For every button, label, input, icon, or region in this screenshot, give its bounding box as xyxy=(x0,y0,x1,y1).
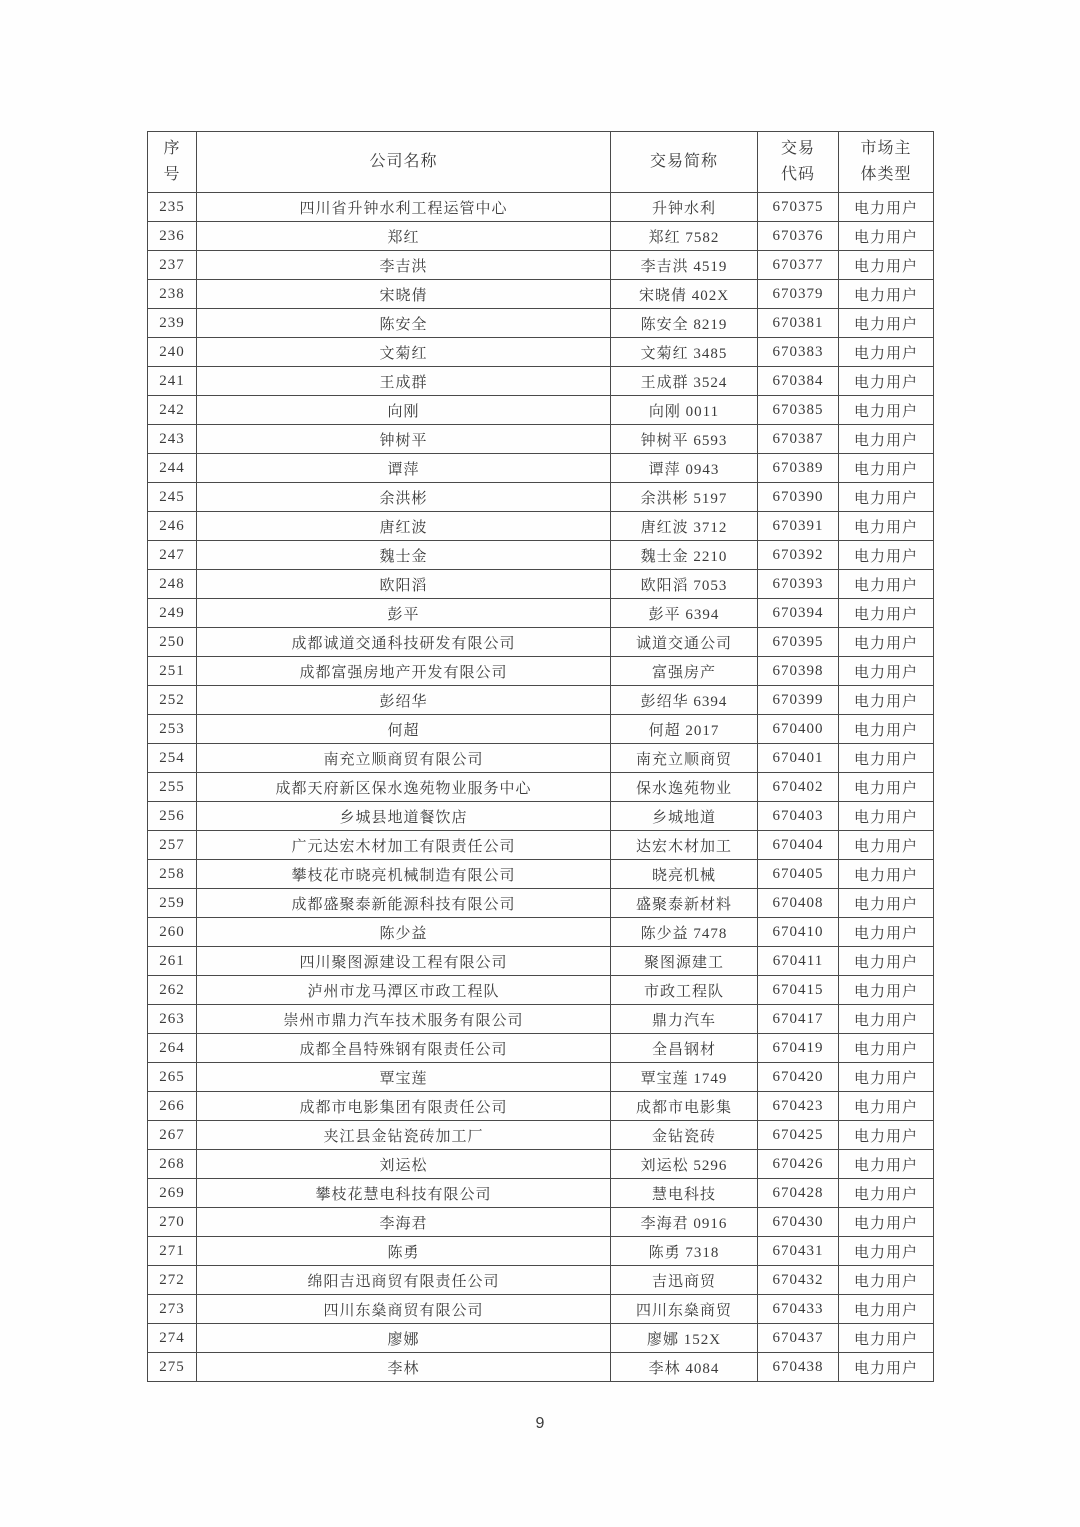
serial-number-cell: 257 xyxy=(148,831,197,860)
company-name-cell: 何超 xyxy=(197,715,611,744)
column-header xyxy=(758,132,839,193)
company-name-cell: 成都诚道交通科技研发有限公司 xyxy=(197,628,611,657)
table-row xyxy=(148,338,934,367)
serial-number-cell: 266 xyxy=(148,1092,197,1121)
trade-code-cell: 670384 xyxy=(758,367,839,396)
trade-code-cell: 670403 xyxy=(758,802,839,831)
table-header xyxy=(148,132,934,193)
serial-number-cell: 247 xyxy=(148,541,197,570)
trade-code-cell: 670399 xyxy=(758,686,839,715)
table-row xyxy=(148,1353,934,1382)
column-header-line: 号 xyxy=(163,166,181,183)
entity-type-cell: 电力用户 xyxy=(839,280,934,309)
trade-code-cell: 670385 xyxy=(758,396,839,425)
trade-code-cell: 670415 xyxy=(758,976,839,1005)
column-header-line: 公司名称 xyxy=(369,153,438,170)
company-name-cell: 成都盛聚泰新能源科技有限公司 xyxy=(197,889,611,918)
entity-type-cell: 电力用户 xyxy=(839,1179,934,1208)
trade-abbr-cell: 李林 4084 xyxy=(611,1353,758,1382)
trade-abbr-cell: 陈安全 8219 xyxy=(611,309,758,338)
company-name-cell: 四川省升钟水利工程运管中心 xyxy=(197,193,611,222)
serial-number-cell: 263 xyxy=(148,1005,197,1034)
entity-type-cell: 电力用户 xyxy=(839,193,934,222)
trade-code-cell: 670408 xyxy=(758,889,839,918)
trade-abbr-cell: 何超 2017 xyxy=(611,715,758,744)
table-row xyxy=(148,744,934,773)
table-row xyxy=(148,367,934,396)
market-entities-table xyxy=(147,131,934,1382)
entity-type-cell: 电力用户 xyxy=(839,1237,934,1266)
table-row xyxy=(148,309,934,338)
trade-abbr-cell: 晓亮机械 xyxy=(611,860,758,889)
company-name-cell: 夹江县金钻瓷砖加工厂 xyxy=(197,1121,611,1150)
column-header-line: 代码 xyxy=(780,166,815,183)
serial-number-cell: 253 xyxy=(148,715,197,744)
table-row xyxy=(148,1266,934,1295)
trade-abbr-cell: 达宏木材加工 xyxy=(611,831,758,860)
trade-code-cell: 670381 xyxy=(758,309,839,338)
trade-code-cell: 670377 xyxy=(758,251,839,280)
trade-code-cell: 670405 xyxy=(758,860,839,889)
company-name-cell: 成都天府新区保水逸苑物业服务中心 xyxy=(197,773,611,802)
company-name-cell: 李林 xyxy=(197,1353,611,1382)
entity-type-cell: 电力用户 xyxy=(839,483,934,512)
trade-abbr-cell: 文菊红 3485 xyxy=(611,338,758,367)
serial-number-cell: 272 xyxy=(148,1266,197,1295)
trade-abbr-cell: 彭平 6394 xyxy=(611,599,758,628)
trade-code-cell: 670401 xyxy=(758,744,839,773)
serial-number-cell: 254 xyxy=(148,744,197,773)
trade-code-cell: 670375 xyxy=(758,193,839,222)
table-row xyxy=(148,773,934,802)
entity-type-cell: 电力用户 xyxy=(839,1034,934,1063)
company-name-cell: 攀枝花市晓亮机械制造有限公司 xyxy=(197,860,611,889)
serial-number-cell: 267 xyxy=(148,1121,197,1150)
column-header-line: 交易简称 xyxy=(649,153,718,170)
trade-code-cell: 670392 xyxy=(758,541,839,570)
entity-type-cell: 电力用户 xyxy=(839,1266,934,1295)
serial-number-cell: 237 xyxy=(148,251,197,280)
entity-type-cell: 电力用户 xyxy=(839,657,934,686)
trade-abbr-cell: 聚图源建工 xyxy=(611,947,758,976)
company-name-cell: 李吉洪 xyxy=(197,251,611,280)
column-header-line: 交易 xyxy=(780,140,815,157)
entity-type-cell: 电力用户 xyxy=(839,1295,934,1324)
trade-abbr-cell: 诚道交通公司 xyxy=(611,628,758,657)
trade-abbr-cell: 盛聚泰新材料 xyxy=(611,889,758,918)
trade-code-cell: 670383 xyxy=(758,338,839,367)
serial-number-cell: 250 xyxy=(148,628,197,657)
serial-number-cell: 244 xyxy=(148,454,197,483)
trade-abbr-cell: 升钟水利 xyxy=(611,193,758,222)
trade-abbr-cell: 钟树平 6593 xyxy=(611,425,758,454)
serial-number-cell: 274 xyxy=(148,1324,197,1353)
table-row xyxy=(148,1063,934,1092)
serial-number-cell: 251 xyxy=(148,657,197,686)
table-row xyxy=(148,193,934,222)
entity-type-cell: 电力用户 xyxy=(839,889,934,918)
column-header-line: 市场主 xyxy=(860,140,912,157)
table-row xyxy=(148,251,934,280)
trade-abbr-cell: 谭萍 0943 xyxy=(611,454,758,483)
trade-code-cell: 670417 xyxy=(758,1005,839,1034)
serial-number-cell: 265 xyxy=(148,1063,197,1092)
company-name-cell: 崇州市鼎力汽车技术服务有限公司 xyxy=(197,1005,611,1034)
entity-type-cell: 电力用户 xyxy=(839,802,934,831)
serial-number-cell: 242 xyxy=(148,396,197,425)
entity-type-cell: 电力用户 xyxy=(839,1208,934,1237)
trade-abbr-cell: 唐红波 3712 xyxy=(611,512,758,541)
serial-number-cell: 239 xyxy=(148,309,197,338)
column-header xyxy=(839,132,934,193)
table-row xyxy=(148,483,934,512)
trade-abbr-cell: 四川东燊商贸 xyxy=(611,1295,758,1324)
serial-number-cell: 249 xyxy=(148,599,197,628)
entity-type-cell: 电力用户 xyxy=(839,1324,934,1353)
trade-code-cell: 670437 xyxy=(758,1324,839,1353)
trade-code-cell: 670411 xyxy=(758,947,839,976)
trade-code-cell: 670393 xyxy=(758,570,839,599)
column-header xyxy=(611,132,758,193)
company-name-cell: 成都富强房地产开发有限公司 xyxy=(197,657,611,686)
serial-number-cell: 261 xyxy=(148,947,197,976)
trade-abbr-cell: 金钻瓷砖 xyxy=(611,1121,758,1150)
trade-abbr-cell: 刘运松 5296 xyxy=(611,1150,758,1179)
company-name-cell: 彭绍华 xyxy=(197,686,611,715)
company-name-cell: 陈勇 xyxy=(197,1237,611,1266)
table-row xyxy=(148,831,934,860)
trade-code-cell: 670390 xyxy=(758,483,839,512)
trade-abbr-cell: 魏士金 2210 xyxy=(611,541,758,570)
table-row xyxy=(148,686,934,715)
table-row xyxy=(148,1150,934,1179)
entity-type-cell: 电力用户 xyxy=(839,628,934,657)
serial-number-cell: 243 xyxy=(148,425,197,454)
serial-number-cell: 236 xyxy=(148,222,197,251)
table-row xyxy=(148,1092,934,1121)
trade-code-cell: 670438 xyxy=(758,1353,839,1382)
trade-abbr-cell: 余洪彬 5197 xyxy=(611,483,758,512)
serial-number-cell: 238 xyxy=(148,280,197,309)
trade-code-cell: 670433 xyxy=(758,1295,839,1324)
company-name-cell: 彭平 xyxy=(197,599,611,628)
trade-abbr-cell: 王成群 3524 xyxy=(611,367,758,396)
company-name-cell: 刘运松 xyxy=(197,1150,611,1179)
serial-number-cell: 252 xyxy=(148,686,197,715)
company-name-cell: 谭萍 xyxy=(197,454,611,483)
entity-type-cell: 电力用户 xyxy=(839,1005,934,1034)
trade-code-cell: 670426 xyxy=(758,1150,839,1179)
company-name-cell: 向刚 xyxy=(197,396,611,425)
trade-code-cell: 670402 xyxy=(758,773,839,802)
trade-code-cell: 670410 xyxy=(758,918,839,947)
table-row xyxy=(148,454,934,483)
trade-code-cell: 670391 xyxy=(758,512,839,541)
company-name-cell: 钟树平 xyxy=(197,425,611,454)
company-name-cell: 成都全昌特殊钢有限责任公司 xyxy=(197,1034,611,1063)
trade-code-cell: 670395 xyxy=(758,628,839,657)
table-row xyxy=(148,1005,934,1034)
trade-abbr-cell: 陈少益 7478 xyxy=(611,918,758,947)
company-name-cell: 陈安全 xyxy=(197,309,611,338)
entity-type-cell: 电力用户 xyxy=(839,1121,934,1150)
trade-code-cell: 670419 xyxy=(758,1034,839,1063)
table-row xyxy=(148,860,934,889)
company-name-cell: 覃宝莲 xyxy=(197,1063,611,1092)
company-name-cell: 廖娜 xyxy=(197,1324,611,1353)
table-row xyxy=(148,715,934,744)
serial-number-cell: 269 xyxy=(148,1179,197,1208)
trade-abbr-cell: 富强房产 xyxy=(611,657,758,686)
table-row xyxy=(148,802,934,831)
serial-number-cell: 275 xyxy=(148,1353,197,1382)
trade-code-cell: 670387 xyxy=(758,425,839,454)
entity-type-cell: 电力用户 xyxy=(839,222,934,251)
company-name-cell: 广元达宏木材加工有限责任公司 xyxy=(197,831,611,860)
company-name-cell: 四川聚图源建设工程有限公司 xyxy=(197,947,611,976)
trade-abbr-cell: 吉迅商贸 xyxy=(611,1266,758,1295)
entity-type-cell: 电力用户 xyxy=(839,454,934,483)
serial-number-cell: 256 xyxy=(148,802,197,831)
entity-type-cell: 电力用户 xyxy=(839,367,934,396)
table-row xyxy=(148,1324,934,1353)
company-name-cell: 绵阳吉迅商贸有限责任公司 xyxy=(197,1266,611,1295)
serial-number-cell: 240 xyxy=(148,338,197,367)
table-row xyxy=(148,976,934,1005)
company-name-cell: 余洪彬 xyxy=(197,483,611,512)
company-name-cell: 南充立顺商贸有限公司 xyxy=(197,744,611,773)
entity-type-cell: 电力用户 xyxy=(839,831,934,860)
company-name-cell: 李海君 xyxy=(197,1208,611,1237)
entity-type-cell: 电力用户 xyxy=(839,1150,934,1179)
serial-number-cell: 235 xyxy=(148,193,197,222)
table-row xyxy=(148,222,934,251)
serial-number-cell: 270 xyxy=(148,1208,197,1237)
table-row xyxy=(148,280,934,309)
table-row xyxy=(148,425,934,454)
table-row xyxy=(148,918,934,947)
serial-number-cell: 255 xyxy=(148,773,197,802)
serial-number-cell: 248 xyxy=(148,570,197,599)
column-header xyxy=(148,132,197,193)
trade-code-cell: 670379 xyxy=(758,280,839,309)
trade-abbr-cell: 全昌钢材 xyxy=(611,1034,758,1063)
trade-code-cell: 670404 xyxy=(758,831,839,860)
entity-type-cell: 电力用户 xyxy=(839,976,934,1005)
trade-code-cell: 670400 xyxy=(758,715,839,744)
trade-abbr-cell: 欧阳滔 7053 xyxy=(611,570,758,599)
page-number: 9 xyxy=(535,1415,545,1432)
trade-abbr-cell: 郑红 7582 xyxy=(611,222,758,251)
entity-type-cell: 电力用户 xyxy=(839,744,934,773)
serial-number-cell: 271 xyxy=(148,1237,197,1266)
table-header-row xyxy=(148,132,934,193)
trade-abbr-cell: 市政工程队 xyxy=(611,976,758,1005)
table-row xyxy=(148,1034,934,1063)
table-row xyxy=(148,570,934,599)
trade-abbr-cell: 宋晓倩 402X xyxy=(611,280,758,309)
trade-code-cell: 670394 xyxy=(758,599,839,628)
company-name-cell: 陈少益 xyxy=(197,918,611,947)
serial-number-cell: 268 xyxy=(148,1150,197,1179)
company-name-cell: 四川东燊商贸有限公司 xyxy=(197,1295,611,1324)
table-row xyxy=(148,1179,934,1208)
table-row xyxy=(148,512,934,541)
serial-number-cell: 245 xyxy=(148,483,197,512)
entity-type-cell: 电力用户 xyxy=(839,715,934,744)
entity-type-cell: 电力用户 xyxy=(839,860,934,889)
entity-type-cell: 电力用户 xyxy=(839,338,934,367)
company-name-cell: 魏士金 xyxy=(197,541,611,570)
trade-abbr-cell: 覃宝莲 1749 xyxy=(611,1063,758,1092)
table-row xyxy=(148,1208,934,1237)
trade-abbr-cell: 鼎力汽车 xyxy=(611,1005,758,1034)
table-row xyxy=(148,1295,934,1324)
trade-code-cell: 670431 xyxy=(758,1237,839,1266)
company-name-cell: 宋晓倩 xyxy=(197,280,611,309)
trade-code-cell: 670398 xyxy=(758,657,839,686)
table-body xyxy=(148,193,934,1382)
trade-abbr-cell: 李海君 0916 xyxy=(611,1208,758,1237)
table-row xyxy=(148,947,934,976)
serial-number-cell: 246 xyxy=(148,512,197,541)
entity-type-cell: 电力用户 xyxy=(839,1092,934,1121)
table-row xyxy=(148,657,934,686)
trade-abbr-cell: 慧电科技 xyxy=(611,1179,758,1208)
serial-number-cell: 273 xyxy=(148,1295,197,1324)
table-row xyxy=(148,889,934,918)
trade-abbr-cell: 南充立顺商贸 xyxy=(611,744,758,773)
serial-number-cell: 264 xyxy=(148,1034,197,1063)
trade-code-cell: 670423 xyxy=(758,1092,839,1121)
serial-number-cell: 258 xyxy=(148,860,197,889)
entity-type-cell: 电力用户 xyxy=(839,599,934,628)
company-name-cell: 泸州市龙马潭区市政工程队 xyxy=(197,976,611,1005)
table-row xyxy=(148,1121,934,1150)
trade-code-cell: 670430 xyxy=(758,1208,839,1237)
company-name-cell: 乡城县地道餐饮店 xyxy=(197,802,611,831)
entity-type-cell: 电力用户 xyxy=(839,251,934,280)
column-header-line: 体类型 xyxy=(860,166,912,183)
company-name-cell: 成都市电影集团有限责任公司 xyxy=(197,1092,611,1121)
trade-abbr-cell: 廖娜 152X xyxy=(611,1324,758,1353)
table-row xyxy=(148,541,934,570)
entity-type-cell: 电力用户 xyxy=(839,309,934,338)
table-row xyxy=(148,599,934,628)
table-row xyxy=(148,396,934,425)
entity-type-cell: 电力用户 xyxy=(839,1063,934,1092)
serial-number-cell: 259 xyxy=(148,889,197,918)
trade-abbr-cell: 彭绍华 6394 xyxy=(611,686,758,715)
company-name-cell: 文菊红 xyxy=(197,338,611,367)
trade-abbr-cell: 乡城地道 xyxy=(611,802,758,831)
entity-type-cell: 电力用户 xyxy=(839,512,934,541)
company-name-cell: 唐红波 xyxy=(197,512,611,541)
trade-code-cell: 670425 xyxy=(758,1121,839,1150)
company-name-cell: 郑红 xyxy=(197,222,611,251)
column-header xyxy=(197,132,611,193)
entity-type-cell: 电力用户 xyxy=(839,570,934,599)
trade-code-cell: 670376 xyxy=(758,222,839,251)
entity-type-cell: 电力用户 xyxy=(839,425,934,454)
trade-abbr-cell: 李吉洪 4519 xyxy=(611,251,758,280)
entity-type-cell: 电力用户 xyxy=(839,1353,934,1382)
entity-type-cell: 电力用户 xyxy=(839,947,934,976)
company-name-cell: 欧阳滔 xyxy=(197,570,611,599)
entity-type-cell: 电力用户 xyxy=(839,686,934,715)
entity-type-cell: 电力用户 xyxy=(839,541,934,570)
trade-code-cell: 670428 xyxy=(758,1179,839,1208)
trade-abbr-cell: 保水逸苑物业 xyxy=(611,773,758,802)
serial-number-cell: 260 xyxy=(148,918,197,947)
company-name-cell: 王成群 xyxy=(197,367,611,396)
trade-abbr-cell: 成都市电影集 xyxy=(611,1092,758,1121)
trade-code-cell: 670389 xyxy=(758,454,839,483)
table-row xyxy=(148,1237,934,1266)
table-row xyxy=(148,628,934,657)
trade-abbr-cell: 陈勇 7318 xyxy=(611,1237,758,1266)
entity-type-cell: 电力用户 xyxy=(839,773,934,802)
trade-abbr-cell: 向刚 0011 xyxy=(611,396,758,425)
company-name-cell: 攀枝花慧电科技有限公司 xyxy=(197,1179,611,1208)
column-header-line: 序 xyxy=(163,140,181,157)
entity-type-cell: 电力用户 xyxy=(839,918,934,947)
serial-number-cell: 241 xyxy=(148,367,197,396)
trade-code-cell: 670432 xyxy=(758,1266,839,1295)
serial-number-cell: 262 xyxy=(148,976,197,1005)
entity-type-cell: 电力用户 xyxy=(839,396,934,425)
trade-code-cell: 670420 xyxy=(758,1063,839,1092)
